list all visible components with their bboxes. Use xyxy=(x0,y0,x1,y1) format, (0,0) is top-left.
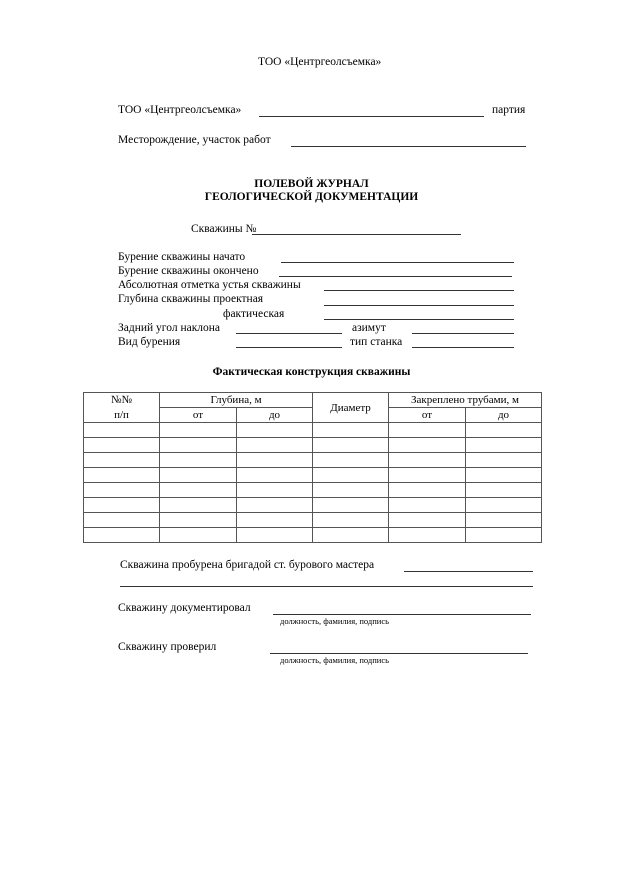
table-row xyxy=(84,468,542,483)
table-cell[interactable] xyxy=(84,528,160,543)
table-cell[interactable] xyxy=(389,483,466,498)
depth-actual-field[interactable] xyxy=(324,319,514,320)
table-cell[interactable] xyxy=(160,453,237,468)
table-cell[interactable] xyxy=(389,453,466,468)
table-cell[interactable] xyxy=(389,513,466,528)
table-cell[interactable] xyxy=(466,513,542,528)
table-row xyxy=(84,453,542,468)
table-cell[interactable] xyxy=(466,468,542,483)
table-cell[interactable] xyxy=(84,423,160,438)
table-cell[interactable] xyxy=(389,528,466,543)
mouth-mark-field[interactable] xyxy=(324,290,514,291)
table-cell[interactable] xyxy=(313,513,389,528)
depth-design-label: Глубина скважины проектная xyxy=(118,293,264,305)
table-cell[interactable] xyxy=(389,438,466,453)
table-cell[interactable] xyxy=(160,528,237,543)
header-depth-from: от xyxy=(160,408,237,423)
documented-field[interactable] xyxy=(273,614,531,615)
header-depth-to: до xyxy=(237,408,313,423)
header-org: ТОО «Центргеолсъемка» xyxy=(258,56,382,68)
drill-type-label: Вид бурения xyxy=(118,336,181,348)
table-cell[interactable] xyxy=(389,423,466,438)
table-cell[interactable] xyxy=(160,498,237,513)
azimuth-field[interactable] xyxy=(412,333,514,334)
table-cell[interactable] xyxy=(237,468,313,483)
table-cell[interactable] xyxy=(389,498,466,513)
depth-design-field[interactable] xyxy=(324,305,514,306)
azimuth-label: азимут xyxy=(352,322,386,334)
table-cell[interactable] xyxy=(84,513,160,528)
drill-end-label: Бурение скважины окончено xyxy=(118,265,259,277)
table-cell[interactable] xyxy=(237,453,313,468)
table-cell[interactable] xyxy=(84,453,160,468)
table-cell[interactable] xyxy=(160,483,237,498)
construction-section-title: Фактическая конструкция скважины xyxy=(212,366,411,378)
table-cell[interactable] xyxy=(160,438,237,453)
header-num-bottom: п/п xyxy=(84,408,160,423)
drill-start-label: Бурение скважины начато xyxy=(118,251,246,263)
table-cell[interactable] xyxy=(466,423,542,438)
well-number-field[interactable] xyxy=(252,234,461,235)
table-cell[interactable] xyxy=(389,468,466,483)
checked-field[interactable] xyxy=(270,653,528,654)
table-cell[interactable] xyxy=(84,438,160,453)
table-cell[interactable] xyxy=(160,423,237,438)
table-cell[interactable] xyxy=(466,498,542,513)
construction-table xyxy=(83,392,542,543)
table-cell[interactable] xyxy=(237,528,313,543)
table-cell[interactable] xyxy=(160,513,237,528)
rig-type-field[interactable] xyxy=(412,347,514,348)
checked-hint: должность, фамилия, подпись xyxy=(280,655,389,665)
mouth-mark-label: Абсолютная отметка устья скважины xyxy=(118,279,301,291)
header-depth: Глубина, м xyxy=(160,393,313,408)
rig-type-label: тип станка xyxy=(350,336,403,348)
table-cell[interactable] xyxy=(237,513,313,528)
table-cell[interactable] xyxy=(237,438,313,453)
table-row xyxy=(84,513,542,528)
table-row xyxy=(84,438,542,453)
table-cell[interactable] xyxy=(313,468,389,483)
table-cell[interactable] xyxy=(313,423,389,438)
header-num-top: №№ xyxy=(84,393,160,408)
table-cell[interactable] xyxy=(84,498,160,513)
table-row xyxy=(84,498,542,513)
table-cell[interactable] xyxy=(84,483,160,498)
depth-actual-label: фактическая xyxy=(223,308,285,320)
table-cell[interactable] xyxy=(466,438,542,453)
well-number-label: Скважины № xyxy=(191,223,257,235)
table-cell[interactable] xyxy=(313,483,389,498)
party-name-field[interactable] xyxy=(259,116,484,117)
crew-extra-field[interactable] xyxy=(120,586,533,587)
party-suffix-label: партия xyxy=(492,104,526,116)
table-cell[interactable] xyxy=(313,438,389,453)
header-casing-from: от xyxy=(389,408,466,423)
deposit-field[interactable] xyxy=(291,146,526,147)
table-cell[interactable] xyxy=(160,468,237,483)
drill-type-field[interactable] xyxy=(236,347,342,348)
angle-field[interactable] xyxy=(236,333,342,334)
party-org-label: ТОО «Центргеолсъемка» xyxy=(118,104,242,116)
documented-label: Скважину документировал xyxy=(118,602,251,614)
documented-hint: должность, фамилия, подпись xyxy=(280,616,389,626)
table-cell[interactable] xyxy=(466,453,542,468)
deposit-label: Месторождение, участок работ xyxy=(118,134,271,146)
drill-start-field[interactable] xyxy=(281,262,514,263)
table-row xyxy=(84,528,542,543)
checked-label: Скважину проверил xyxy=(118,641,217,653)
table-cell[interactable] xyxy=(466,528,542,543)
table-cell[interactable] xyxy=(237,498,313,513)
angle-label: Задний угол наклона xyxy=(118,322,221,334)
journal-title-line2: ГЕОЛОГИЧЕСКОЙ ДОКУМЕНТАЦИИ xyxy=(204,191,419,203)
crew-master-field[interactable] xyxy=(404,571,533,572)
table-cell[interactable] xyxy=(313,498,389,513)
journal-title-line1: ПОЛЕВОЙ ЖУРНАЛ xyxy=(254,178,369,190)
table-row xyxy=(84,483,542,498)
table-cell[interactable] xyxy=(313,453,389,468)
crew-label: Скважина пробурена бригадой ст. бурового мастера xyxy=(120,559,375,571)
table-cell[interactable] xyxy=(237,423,313,438)
table-cell[interactable] xyxy=(466,483,542,498)
header-casing: Закреплено трубами, м xyxy=(389,393,542,408)
header-casing-to: до xyxy=(466,408,542,423)
table-cell[interactable] xyxy=(84,468,160,483)
drill-end-field[interactable] xyxy=(279,276,512,277)
table-row xyxy=(84,423,542,438)
table-cell[interactable] xyxy=(237,483,313,498)
table-cell[interactable] xyxy=(313,528,389,543)
header-diameter: Диаметр xyxy=(313,393,389,423)
